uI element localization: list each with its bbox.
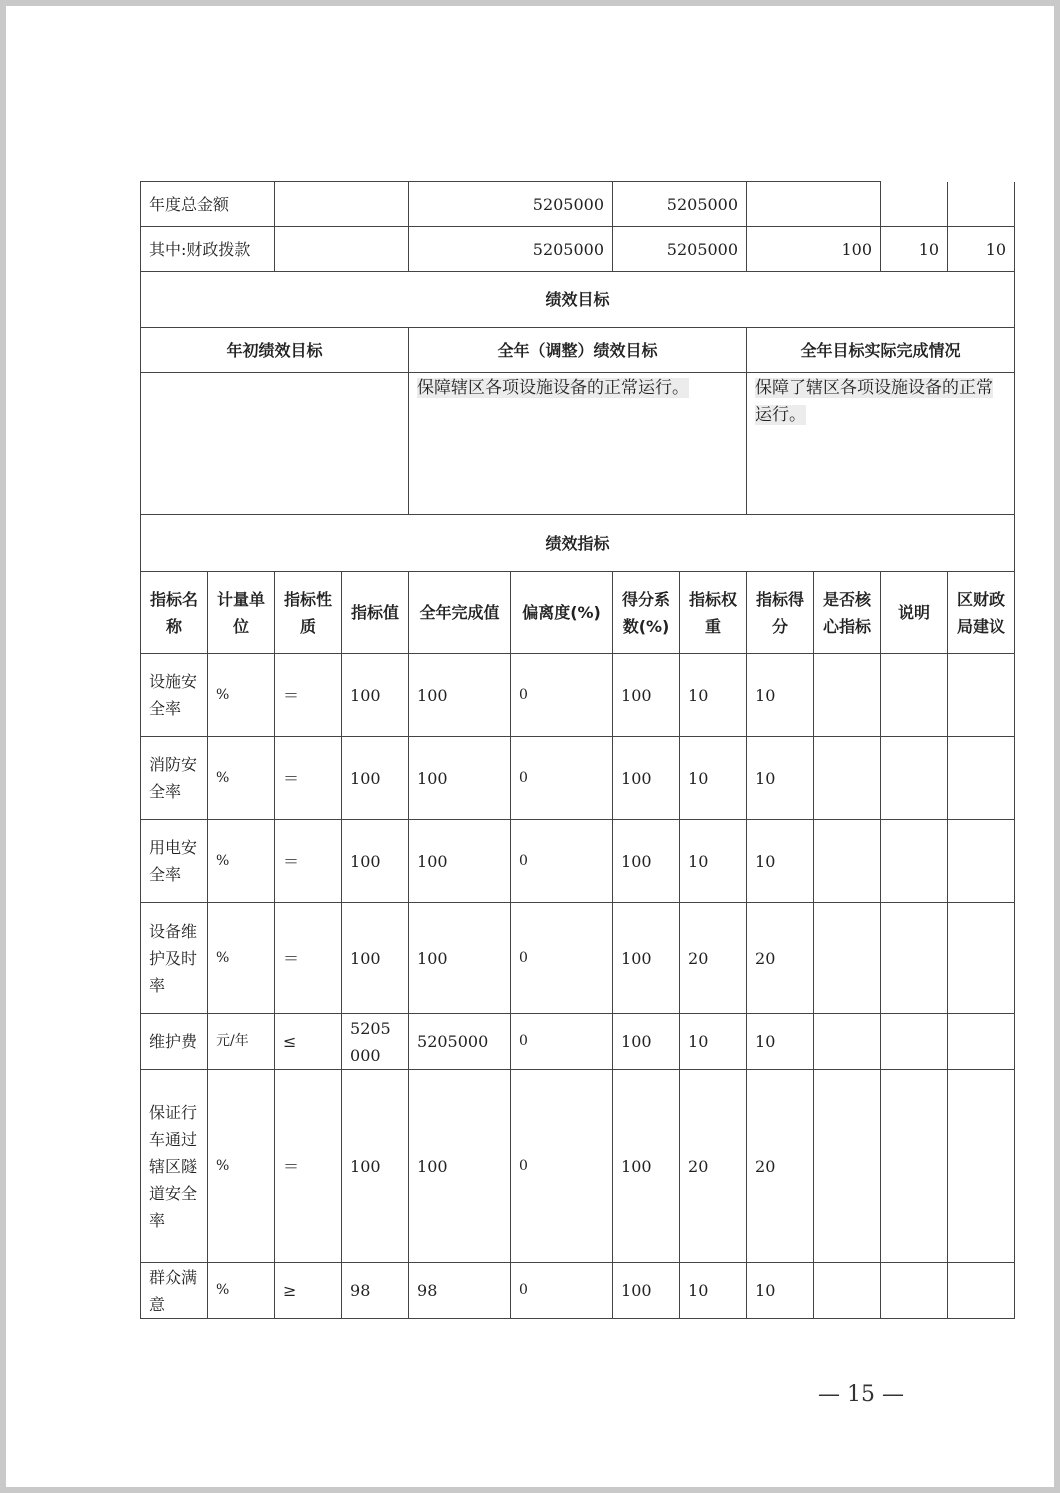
- indicator-row: [141, 654, 1015, 737]
- indicator-note-cell: [881, 1070, 948, 1263]
- indicator-nature-cell: ＝: [275, 820, 342, 903]
- budget-label: 其中:财政拨款: [141, 227, 275, 272]
- indicator-unit-cell: %: [208, 1070, 275, 1263]
- indicator-advice-cell: [948, 1070, 1015, 1263]
- indicator-note-cell: [881, 1014, 948, 1070]
- indicator-core-cell: [814, 737, 881, 820]
- goal-adjusted: 保障辖区各项设施设备的正常运行。: [409, 373, 747, 515]
- indicator-coef-cell: 100: [613, 737, 680, 820]
- goals-header-initial: 年初绩效目标: [141, 328, 409, 373]
- document-page: [6, 6, 1054, 1487]
- budget-cell: [747, 182, 881, 227]
- indicator-nature-cell: ＝: [275, 654, 342, 737]
- indicator-value-cell: 100: [342, 903, 409, 1014]
- indicator-done-cell: 98: [409, 1263, 511, 1319]
- indicators-section-title: 绩效指标: [141, 515, 1015, 572]
- indicator-done-cell: 100: [409, 737, 511, 820]
- indicator-deviation-cell: 0: [511, 903, 613, 1014]
- indicator-value-cell: 100: [342, 737, 409, 820]
- indicator-advice-cell: [948, 820, 1015, 903]
- indicator-done-cell: 100: [409, 903, 511, 1014]
- indicator-done-cell: 100: [409, 820, 511, 903]
- indicator-value-cell: 100: [342, 654, 409, 737]
- budget-cell: 5205000: [613, 227, 747, 272]
- indicator-nature-cell: ≥: [275, 1263, 342, 1319]
- budget-row: [141, 227, 1015, 272]
- budget-label: 年度总金额: [141, 182, 275, 227]
- indicator-coef-cell: 100: [613, 654, 680, 737]
- indicator-weight-cell: 10: [680, 820, 747, 903]
- header-note: 说明: [881, 572, 948, 654]
- header-done: 全年完成值: [409, 572, 511, 654]
- budget-section: [141, 182, 1015, 272]
- indicator-advice-cell: [948, 903, 1015, 1014]
- indicator-name-cell: 维护费: [141, 1014, 208, 1070]
- indicator-note-cell: [881, 903, 948, 1014]
- header-deviation: 偏离度(%): [511, 572, 613, 654]
- indicator-value-cell: 100: [342, 1070, 409, 1263]
- indicator-core-cell: [814, 903, 881, 1014]
- header-coef: 得分系数(%): [613, 572, 680, 654]
- indicator-weight-cell: 20: [680, 903, 747, 1014]
- indicator-name-cell: 保证行车通过辖区隧道安全率: [141, 1070, 208, 1263]
- indicator-note-cell: [881, 1263, 948, 1319]
- indicator-advice-cell: [948, 737, 1015, 820]
- budget-cell: [275, 227, 409, 272]
- indicator-name-cell: 群众满意: [141, 1263, 208, 1319]
- indicator-name-cell: 消防安全率: [141, 737, 208, 820]
- indicator-weight-cell: 10: [680, 1014, 747, 1070]
- indicator-value-cell: 100: [342, 820, 409, 903]
- indicator-core-cell: [814, 1263, 881, 1319]
- indicator-unit-cell: %: [208, 820, 275, 903]
- indicator-advice-cell: [948, 1014, 1015, 1070]
- indicator-advice-cell: [948, 1263, 1015, 1319]
- indicator-score-cell: 20: [747, 903, 814, 1014]
- header-unit: 计量单位: [208, 572, 275, 654]
- indicator-unit-cell: %: [208, 903, 275, 1014]
- indicator-coef-cell: 100: [613, 1070, 680, 1263]
- indicator-name-cell: 用电安全率: [141, 820, 208, 903]
- budget-cell: 5205000: [409, 227, 613, 272]
- indicator-unit-cell: %: [208, 1263, 275, 1319]
- indicator-score-cell: 10: [747, 1014, 814, 1070]
- indicators-section: [141, 515, 1015, 1319]
- goal-initial: [141, 373, 409, 515]
- indicator-row: [141, 1263, 1015, 1319]
- budget-cell: 5205000: [613, 182, 747, 227]
- indicator-weight-cell: 10: [680, 737, 747, 820]
- header-name: 指标名称: [141, 572, 208, 654]
- indicator-nature-cell: ≤: [275, 1014, 342, 1070]
- indicator-score-cell: 10: [747, 654, 814, 737]
- indicator-coef-cell: 100: [613, 1263, 680, 1319]
- indicator-deviation-cell: 0: [511, 737, 613, 820]
- indicator-core-cell: [814, 1014, 881, 1070]
- indicator-done-cell: 5205000: [409, 1014, 511, 1070]
- goals-header-adjusted: 全年（调整）绩效目标: [409, 328, 747, 373]
- indicator-row: [141, 820, 1015, 903]
- indicator-nature-cell: ＝: [275, 903, 342, 1014]
- header-value: 指标值: [342, 572, 409, 654]
- indicator-row: [141, 737, 1015, 820]
- indicator-coef-cell: 100: [613, 820, 680, 903]
- indicator-score-cell: 10: [747, 1263, 814, 1319]
- indicator-core-cell: [814, 1070, 881, 1263]
- indicator-deviation-cell: 0: [511, 1070, 613, 1263]
- indicator-unit-cell: 元/年: [208, 1014, 275, 1070]
- indicator-note-cell: [881, 654, 948, 737]
- indicator-nature-cell: ＝: [275, 737, 342, 820]
- budget-cell: [275, 182, 409, 227]
- indicator-deviation-cell: 0: [511, 654, 613, 737]
- indicator-score-cell: 10: [747, 737, 814, 820]
- indicator-core-cell: [814, 654, 881, 737]
- performance-table: [140, 181, 1015, 1319]
- indicator-note-cell: [881, 737, 948, 820]
- indicator-name-cell: 设施安全率: [141, 654, 208, 737]
- indicator-weight-cell: 20: [680, 1070, 747, 1263]
- indicator-row: [141, 1014, 1015, 1070]
- indicator-done-cell: 100: [409, 1070, 511, 1263]
- budget-cell: [881, 182, 948, 227]
- indicator-unit-cell: %: [208, 654, 275, 737]
- indicators-header-row: [141, 572, 1015, 654]
- header-core: 是否核心指标: [814, 572, 881, 654]
- indicator-deviation-cell: 0: [511, 1014, 613, 1070]
- header-nature: 指标性质: [275, 572, 342, 654]
- indicator-done-cell: 100: [409, 654, 511, 737]
- indicator-deviation-cell: 0: [511, 1263, 613, 1319]
- goals-section: [141, 272, 1015, 515]
- budget-cell: 100: [747, 227, 881, 272]
- indicator-coef-cell: 100: [613, 903, 680, 1014]
- header-advice: 区财政局建议: [948, 572, 1015, 654]
- goals-header-actual: 全年目标实际完成情况: [747, 328, 1015, 373]
- indicator-weight-cell: 10: [680, 1263, 747, 1319]
- indicator-core-cell: [814, 820, 881, 903]
- indicator-score-cell: 20: [747, 1070, 814, 1263]
- goals-section-title: 绩效目标: [141, 272, 1015, 328]
- indicator-value-cell: 5205000: [342, 1014, 409, 1070]
- indicator-advice-cell: [948, 654, 1015, 737]
- page-number: — 15 —: [818, 1382, 904, 1407]
- budget-cell: [948, 182, 1015, 227]
- indicator-note-cell: [881, 820, 948, 903]
- budget-cell: 10: [881, 227, 948, 272]
- indicator-score-cell: 10: [747, 820, 814, 903]
- goal-actual: 保障了辖区各项设施设备的正常运行。: [747, 373, 1015, 515]
- indicator-row: [141, 1070, 1015, 1263]
- budget-cell: 5205000: [409, 182, 613, 227]
- budget-row: [141, 182, 1015, 227]
- indicator-unit-cell: %: [208, 737, 275, 820]
- indicator-value-cell: 98: [342, 1263, 409, 1319]
- indicator-name-cell: 设备维护及时率: [141, 903, 208, 1014]
- header-weight: 指标权重: [680, 572, 747, 654]
- indicator-row: [141, 903, 1015, 1014]
- header-score: 指标得分: [747, 572, 814, 654]
- budget-cell: 10: [948, 227, 1015, 272]
- indicator-weight-cell: 10: [680, 654, 747, 737]
- indicator-nature-cell: ＝: [275, 1070, 342, 1263]
- indicator-coef-cell: 100: [613, 1014, 680, 1070]
- indicator-deviation-cell: 0: [511, 820, 613, 903]
